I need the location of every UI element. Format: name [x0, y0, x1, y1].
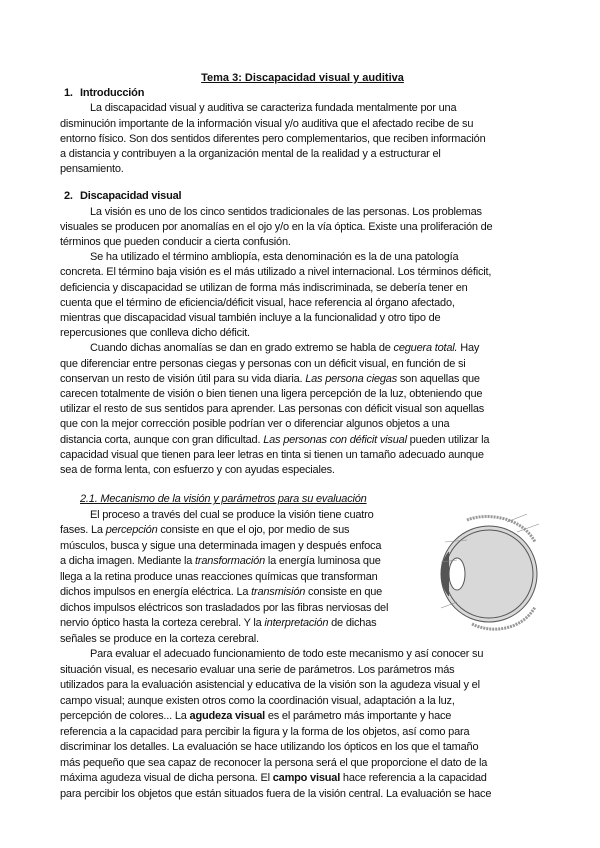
section-introduccion — [60, 86, 545, 177]
text-span: términos que pueden conducir a cierta confusión. — [60, 236, 291, 249]
text-span: La visión es uno de los cinco sentidos tradicionales de las personas. Los problemas — [90, 205, 482, 218]
text-line — [60, 220, 545, 235]
text-span: hace referencia a la capacidad — [340, 772, 487, 785]
text-line — [60, 616, 395, 632]
text-line — [60, 539, 395, 555]
text-line — [60, 147, 545, 162]
text-line — [60, 281, 545, 296]
text-span: fases. La — [60, 524, 106, 537]
bold-term: campo visual — [272, 772, 341, 785]
text-span: nervio óptico hasta la corteza cerebral. Y la — [60, 617, 265, 630]
document-title: Tema 3: Discapacidad visual y auditiva — [201, 72, 404, 84]
text-line — [60, 357, 545, 372]
text-line — [60, 771, 545, 787]
italic-term: Las personas con déficit visual — [263, 433, 407, 446]
subsection-heading — [60, 492, 545, 508]
text-span: 2.1. Mecanismo de la visión y parámetros para su evaluación — [80, 493, 367, 506]
text-span: a dicha imagen. Mediante la — [60, 555, 196, 568]
text-span: que con la mejor corrección posible podrían ver o diferenciar algunos objetos a una — [60, 418, 450, 431]
text-span: para percibir los objetos que están situados fuera de la visión central. La evaluación se hace — [60, 787, 492, 800]
text-span: carecen totalmente de visión o bien tienen una ligera percepción de la luz, obteniendo que — [60, 388, 483, 401]
text-line — [60, 387, 545, 402]
text-line — [60, 632, 395, 648]
text-span: deficiencia y discapacidad se utilizan de forma más indiscriminada, se debería tener en — [60, 281, 468, 294]
text-span: campo visual; aunque existen otros como la coordinación visual, adaptación a la luz, — [60, 694, 455, 707]
text-line — [60, 740, 545, 756]
italic-term: transmisión — [251, 586, 306, 599]
section-heading — [60, 86, 545, 101]
text-span: La discapacidad visual y auditiva se caracteriza fundada mentalmente por una — [90, 102, 457, 115]
text-span: utilizar el resto de sus sentidos para aprender. Las personas con déficit visual son aquellas — [60, 403, 485, 416]
text-span: concreta. El término baja visión es el más utilizado a nivel internacional. Los términos déficit, — [60, 266, 492, 279]
text-line — [60, 433, 545, 448]
text-line — [60, 523, 395, 539]
text-line — [60, 402, 545, 417]
text-line — [60, 554, 395, 570]
text-line — [60, 508, 425, 524]
text-line — [60, 250, 545, 265]
text-span: llega a la retina produce unas reacciones químicas que transforman — [60, 570, 378, 583]
text-span: utilizados para la evaluación asistencial y educativa de la visión son la agudeza visual y el — [60, 679, 480, 692]
text-span: sea de forma lenta, con esfuerzo y con ayudas especiales. — [60, 464, 335, 477]
text-span: más pequeño que sea capaz de reconocer la persona será el que proporcione el dato de la — [60, 756, 488, 769]
text-span: consiste en que — [305, 586, 383, 599]
text-span: a distancia y contribuyen a la organización mental de la realidad y a estructurar el — [60, 148, 441, 161]
text-span: referencia a la capacidad para percibir la figura y la forma de los objetos, así como para — [60, 725, 470, 738]
bold-term: agudeza visual — [189, 710, 265, 723]
text-span: que diferenciar entre personas ciegas y personas con un déficit visual, en función de si — [60, 357, 466, 370]
text-span: dichos impulsos en energía eléctrica. La — [60, 586, 252, 599]
text-line — [60, 647, 545, 663]
text-line — [60, 311, 545, 326]
text-span: músculos, busca y sigue una determinada imagen y después enfoca — [60, 539, 382, 552]
text-span: cuenta que el término de eficiencia/déficit visual, hace referencia al órgano afectado, — [60, 296, 455, 309]
text-span: El proceso a través del cual se produce la visión tiene cuatro — [90, 508, 374, 521]
text-span: entorno físico. Son dos sentidos diferentes pero complementarios, que reciben información — [60, 132, 486, 145]
text-span: señales se produce en la corteza cerebral. — [60, 632, 259, 645]
text-line — [60, 341, 545, 356]
text-span: percepción de colores... La — [60, 710, 190, 723]
text-line — [60, 709, 545, 725]
text-line — [60, 678, 545, 694]
text-line — [60, 296, 545, 311]
text-line — [60, 787, 545, 803]
text-line — [60, 585, 395, 601]
text-line — [60, 725, 545, 741]
text-span: consiste en que el ojo, por medio de sus — [157, 524, 350, 537]
text-span: Discapacidad visual — [80, 190, 182, 203]
text-span: Introducción — [80, 87, 145, 100]
text-line — [60, 132, 545, 147]
text-line — [60, 417, 545, 432]
eye-anatomy-diagram — [427, 512, 545, 634]
text-span: visuales se producen por anomalías en el ojo y/o en la vía óptica. Existe una proliferación de — [60, 220, 493, 233]
text-span: situación visual, es necesario evaluar una serie de parámetros. Los parámetros más — [60, 663, 455, 676]
heading-number: 1. — [64, 87, 73, 100]
text-span: pueden utilizar la — [406, 433, 490, 446]
text-span: disminución importante de la información visual y/o auditiva que el afectado recibe de su — [60, 117, 474, 130]
text-span: es el parámetro más importante y hace — [265, 710, 452, 723]
text-line — [60, 663, 545, 679]
text-line — [60, 205, 545, 220]
text-span: distancia corta, aunque con gran dificultad. — [60, 433, 264, 446]
text-line — [60, 570, 395, 586]
heading-number: 2. — [64, 190, 73, 203]
text-line — [60, 117, 545, 132]
text-span: Hay — [457, 342, 480, 355]
text-line — [60, 372, 545, 387]
italic-term: ceguera total. — [393, 342, 458, 355]
text-span: capacidad visual que tienen para leer letras en tinta si tienen un tamaño adecuado aunque — [60, 448, 484, 461]
text-span: repercusiones que conlleva dicho déficit. — [60, 327, 250, 340]
italic-term: transformación — [195, 555, 265, 568]
italic-term: percepción — [105, 524, 158, 537]
text-line — [60, 101, 545, 116]
text-line — [60, 756, 545, 772]
text-span: Se ha utilizado el término ambliopía, esta denominación es la de una patología — [90, 251, 459, 264]
text-line — [60, 448, 545, 463]
text-span: máxima agudeza visual de dicha persona. El — [60, 772, 273, 785]
text-span: Cuando dichas anomalías se dan en grado extremo se habla de — [90, 342, 394, 355]
text-span: discriminar los detalles. La evaluación se hace utilizando los ópticos en los que el tamaño — [60, 741, 479, 754]
text-line — [60, 601, 395, 617]
text-span: de dichas — [328, 617, 377, 630]
text-line — [60, 463, 545, 478]
text-line — [60, 694, 545, 710]
section-heading — [60, 189, 545, 204]
text-span: pensamiento. — [60, 163, 124, 176]
text-span: conservan un resto de visión útil para su vida diaria. — [60, 372, 306, 385]
text-line — [60, 235, 545, 250]
text-span: la energía luminosa que — [265, 555, 381, 568]
section-discapacidad-visual — [60, 189, 545, 478]
text-span: dichos impulsos eléctricos son trasladados por las fibras nerviosas del — [60, 601, 389, 614]
text-span: Para evaluar el adecuado funcionamiento de todo este mecanismo y así conocer su — [90, 648, 484, 661]
text-span: mientras que discapacidad visual también incluye a la funcionalidad y otro tipo de — [60, 312, 441, 325]
text-line — [60, 265, 545, 280]
text-line — [60, 162, 545, 177]
italic-term: Las persona ciegas — [305, 372, 397, 385]
section-mecanismo-vision — [60, 492, 545, 802]
document-page — [60, 0, 545, 822]
italic-term: interpretación — [264, 617, 329, 630]
text-line — [60, 326, 545, 341]
text-span: son aquellas que — [397, 372, 480, 385]
